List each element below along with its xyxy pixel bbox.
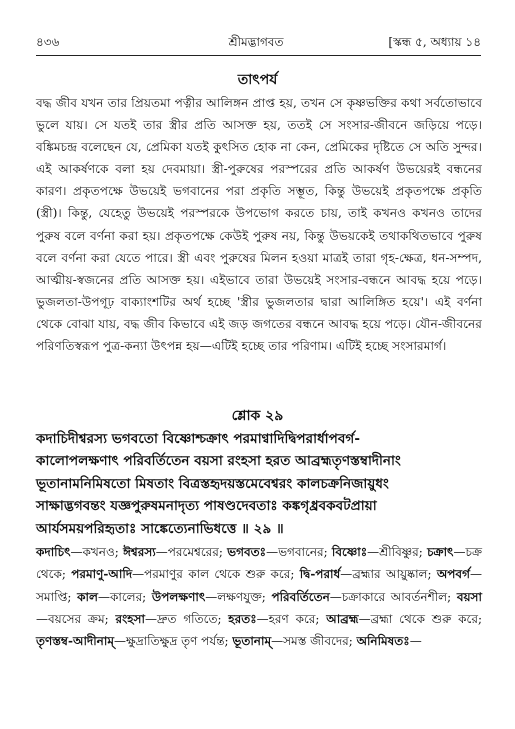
synonym-meaning: —ব্রহ্মা থেকে শুরু করে; xyxy=(358,611,483,626)
synonym-meaning: —বয়সের ক্রম; xyxy=(36,611,116,626)
header-rule xyxy=(36,55,481,56)
synonym-word: চক্রাৎ xyxy=(427,545,454,559)
synonym-meaning: —কালের; xyxy=(97,589,152,604)
synonym-meaning: —শ্রীবিষ্ণুর; xyxy=(367,545,428,559)
synonym-word: উপলক্ষণাৎ xyxy=(151,589,206,604)
verse-heading: শ্লোক ২৯ xyxy=(231,408,284,424)
synonym-meaning: — xyxy=(409,634,422,649)
running-title: শ্রীমদ্ভাগবত xyxy=(228,35,284,49)
verse-line: ভূতানামনিমিষতো মিষতাং বিত্রস্তহৃদয়স্তমেবেশ্বরং কালচক্রনিজায়ুধং xyxy=(36,475,389,492)
synonym-word: পরমাণু-আদি xyxy=(71,567,133,582)
purport-text: বদ্ধ জীব যখন তার প্রিয়তমা পত্নীর আলিঙ্গন প্রাপ্ত হয়, তখন সে কৃষ্ণভক্তির কথা সর্বতোভাবে ভুলে যায়। সে যতই তার স্ত্রীর প্রতি আসক্ত হয়, ততই সে সংসার-জীবনে জড়িয়ে পড়ে। বঙ্কিমচন্দ্র বলেছেন যে, প্রেমিকা যতই কুৎসিত হোক না কেন, প্রেমিকের দৃষ্টিতে সে অতি সুন্দর। এই আকর্ষণকে বলা হয় দেবমায়া। স্ত্রী-পুরুষের পরস্পরের প্রতি আকর্ষণ উভয়েরই বন্ধনের কারণ। প্রকৃতপক্ষে উভয়েই ভগবানের পরা প্রকৃতি সম্ভূত, কিন্তু উভয়েই প্রকৃতপক্ষে প্রকৃতি (স্ত্রী)। কিন্তু, যেহেতু উভয়েই পরস্পরকে উপভোগ করতে চায়, তাই কখনও কখনও তাদের পুরুষ বলে বর্ণনা করা হয়। প্রকৃতপক্ষে কেউই পুরুষ নয়, কিন্তু উভয়কেই তথাকথিতভাবে পুরুষ বলে বর্ণনা করা যেতে পারে। স্ত্রী এবং পুরুষের মিলন হওয়া মাত্রই তারা গৃহ-ক্ষেত্র, ধন-সম্পদ, আত্মীয়-স্বজনের প্রতি আসক্ত হয়। এইভাবে তারা উভয়েই সংসার-বন্ধনে আবদ্ধ হয়ে পড়ে। ভুজলতা-উপগূঢ় বাক্যাংশটির অর্থ হচ্ছে 'স্ত্রীর ভুজলতার দ্বারা আলিঙ্গিত হয়ে'। এই বর্ণনা থেকে বোঝা যায়, বদ্ধ জীব কিভাবে এই জড় জগতের বন্ধনে আবদ্ধ হয়ে পড়ে। যৌন-জীবনের পরিণতিস্বরূপ পুত্র-কন্যা উৎপন্ন হয়—এটিই হচ্ছে তার পরিণাম। এটিই হচ্ছে সংসারমার্গ। xyxy=(36,96,482,354)
synonym-meaning: —চক্রাকারে আবর্তনশীল; xyxy=(329,589,457,604)
synonym-word: বয়সা xyxy=(456,589,482,604)
chapter-reference: [স্কন্ধ ৫, অধ্যায় ১৪ xyxy=(388,35,481,49)
synonym-word: আব্রহ্ম xyxy=(326,611,359,626)
page-number: ৪৩৬ xyxy=(36,35,60,49)
synonym-meaning: —সমাপ্তি; xyxy=(36,567,482,604)
synonym-meaning: —চক্র থেকে; xyxy=(36,545,482,582)
synonym-word: পরিবর্তিতেন xyxy=(271,589,330,604)
synonym-word: দ্বি-পরার্ধ xyxy=(299,567,341,582)
synonym-word: রংহসা xyxy=(115,611,145,626)
synonym-meaning: —কখনও; xyxy=(70,545,124,559)
running-header xyxy=(36,34,481,52)
verse-line: সাক্ষাদ্ভগবন্তং যজ্ঞপুরুষমনাদৃত্য পাষণ্ডদেবতাঃ কঙ্কগৃধ্রবকবটপ্রায়া xyxy=(36,498,377,515)
synonym-word: অপবর্গ xyxy=(436,567,470,582)
synonym-word: বিষ্ণোঃ xyxy=(331,545,368,559)
synonym-meaning: —হরণ করে; xyxy=(256,611,327,626)
synonym-word: তৃণস্তম্ব-আদীনাম্ xyxy=(36,634,114,649)
synonym-meaning: —ক্ষুদ্রাতিক্ষুদ্র তৃণ পর্যন্ত; xyxy=(113,634,233,649)
synonym-word: হরতঃ xyxy=(228,611,257,626)
synonym-word: কদাচিৎ xyxy=(36,545,71,559)
verse-line: আর্যসময়পরিহৃতাঃ সাঙ্কেত্যেনাভিধত্তে ॥ ২৯ ॥ xyxy=(36,520,284,537)
synonym-word: ভগবতঃ xyxy=(227,545,267,559)
verse-line: কালোপলক্ষণাৎ পরিবর্তিতেন বয়সা রংহসা হরত আব্রহ্মতৃণস্তম্বাদীনাং xyxy=(36,453,401,470)
synonym-word: ঈশ্বরস্য xyxy=(123,545,156,559)
verse-line: কদাচিদীশ্বরস্য ভগবতো বিষ্ণোশ্চক্রাৎ পরমাণ্বাদিদ্বিপরার্ধাপবর্গ- xyxy=(36,431,360,447)
synonym-meaning: —ভগবানের; xyxy=(266,545,332,559)
word-for-word-synonyms xyxy=(36,541,482,652)
synonym-meaning: —ব্রহ্মার আয়ুষ্কাল; xyxy=(340,567,437,582)
synonym-meaning: —পরমেশ্বরের; xyxy=(155,545,228,559)
verse-text xyxy=(36,428,482,540)
synonym-word: অনিমিষতঃ xyxy=(356,634,410,649)
synonym-word: কাল xyxy=(77,589,98,604)
synonym-meaning: —লক্ষণযুক্ত; xyxy=(205,589,272,604)
synonym-word: ভূতানাম্ xyxy=(232,634,272,649)
synonym-meaning: —সমস্ত জীবদের; xyxy=(271,634,357,649)
purport-heading: তাৎপর্য xyxy=(237,72,278,88)
synonym-meaning: —দ্রুত গতিতে; xyxy=(144,611,229,626)
synonym-meaning: —পরমাণুর কাল থেকে শুরু করে; xyxy=(132,567,300,582)
